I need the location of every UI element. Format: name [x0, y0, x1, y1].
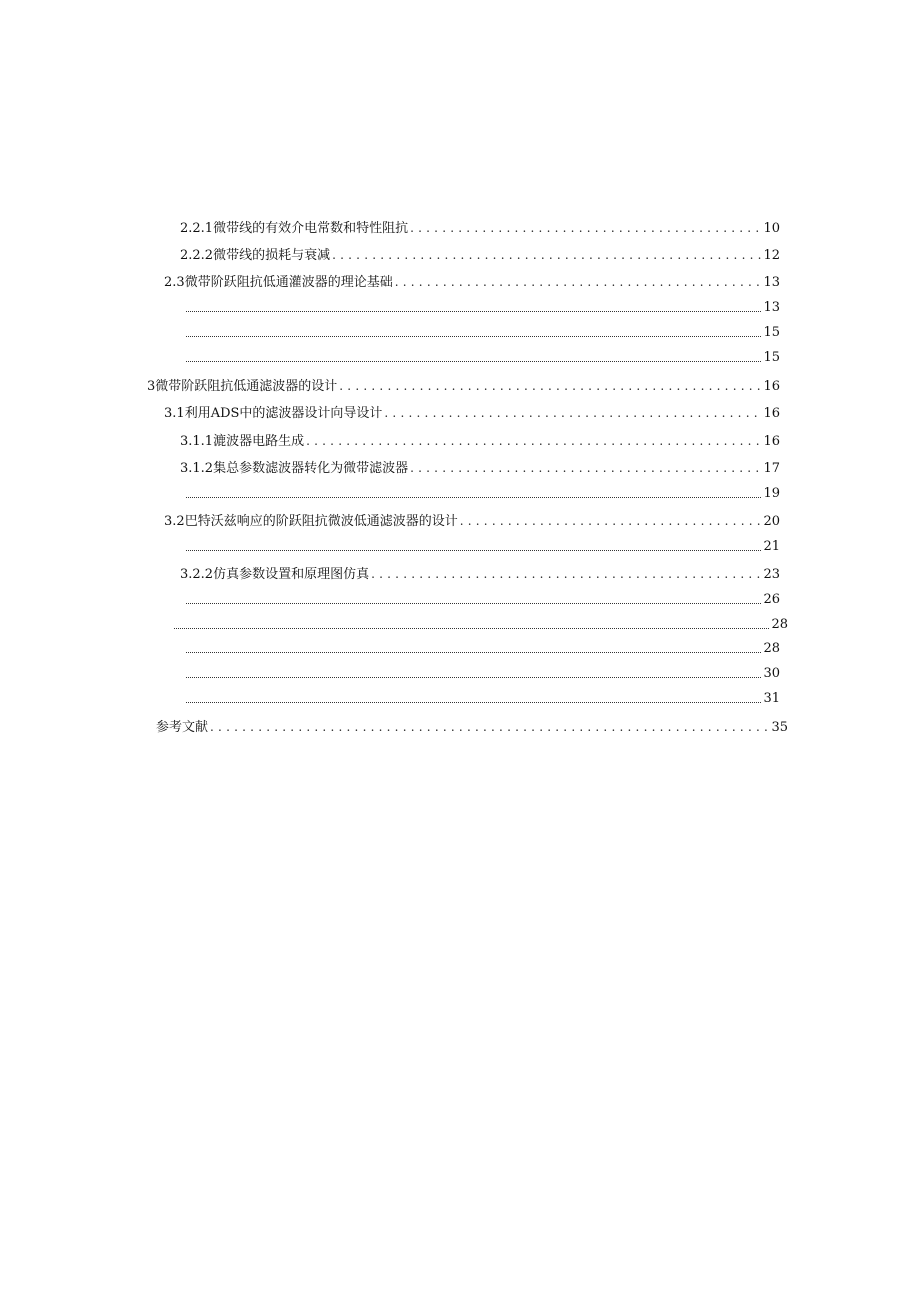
toc-leader-dots — [332, 245, 761, 265]
toc-entry-title: 参考文献 — [156, 720, 209, 735]
toc-leader-dots — [410, 458, 761, 478]
toc-entry[interactable] — [184, 323, 780, 343]
toc-entry[interactable] — [184, 484, 780, 504]
toc-entry-title: 3微带阶跃阻抗低通滤波器的设计 — [147, 379, 338, 394]
toc-entry-page: 26 — [763, 592, 780, 607]
toc-entry[interactable] — [184, 348, 780, 368]
toc-entry-page: 12 — [763, 248, 780, 263]
toc-entry[interactable] — [184, 298, 780, 318]
toc-entry-page: 15 — [763, 350, 780, 365]
toc-entry-page: 17 — [763, 461, 780, 476]
toc-entry[interactable] — [184, 590, 780, 610]
toc-leader-dots — [186, 496, 761, 498]
toc-entry[interactable] — [184, 537, 780, 557]
toc-entry-page: 13 — [763, 275, 780, 290]
toc-entry-page: 19 — [763, 486, 780, 501]
toc-leader-dots — [210, 717, 769, 737]
toc-entry-page: 16 — [763, 379, 780, 394]
toc-entry-page: 35 — [771, 720, 788, 735]
toc-entry[interactable] — [180, 564, 780, 584]
toc-entry-page: 31 — [763, 691, 780, 706]
toc-entry[interactable] — [147, 376, 780, 396]
toc-entry-title: 微带线的损耗与衰减 — [213, 248, 331, 263]
toc-entry-page: 21 — [763, 539, 780, 554]
toc-leader-dots — [186, 676, 761, 678]
toc-leader-dots — [371, 564, 761, 584]
toc-entry[interactable] — [164, 511, 780, 531]
toc-entry-title: 集总参数滤波器转化为微带滤波器 — [213, 461, 409, 476]
toc-entry-page: 16 — [763, 434, 780, 449]
toc-entry[interactable] — [180, 458, 780, 478]
toc-entry-title: 微带阶跃阻抗低通灌波器的理论基础 — [184, 275, 393, 290]
toc-entry-number: 3.2 — [164, 514, 185, 529]
toc-entry-page: 16 — [763, 406, 780, 421]
toc-leader-dots — [460, 511, 762, 531]
toc-entry[interactable] — [184, 689, 780, 709]
toc-entry[interactable] — [184, 639, 780, 659]
toc-leader-dots — [186, 335, 761, 337]
toc-entry[interactable] — [156, 717, 788, 737]
toc-entry-number: 2.2.2 — [180, 248, 214, 263]
toc-entry-page: 15 — [763, 325, 780, 340]
toc-entry-title: 漉波器电路生成 — [213, 434, 305, 449]
toc-entry[interactable] — [184, 664, 780, 684]
toc-entry[interactable] — [180, 431, 780, 451]
toc-leader-dots — [186, 310, 761, 312]
toc-entry-page: 20 — [763, 514, 780, 529]
toc-leader-dots — [384, 403, 761, 423]
toc-entry[interactable] — [164, 403, 780, 423]
toc-entry-number: 3.1 — [164, 406, 185, 421]
toc-leader-dots — [174, 627, 769, 629]
toc-leader-dots — [306, 431, 761, 451]
toc-leader-dots — [186, 602, 761, 604]
toc-entry-page: 28 — [771, 617, 788, 632]
toc-entry-page: 10 — [763, 221, 780, 236]
toc-leader-dots — [186, 701, 761, 703]
toc-entry[interactable] — [164, 272, 780, 292]
toc-entry[interactable] — [172, 615, 788, 635]
toc-leader-dots — [395, 272, 762, 292]
toc-entry-number: 2.3 — [164, 275, 185, 290]
toc-leader-dots — [186, 549, 761, 551]
toc-entry-page: 28 — [763, 641, 780, 656]
toc-leader-dots — [339, 376, 761, 396]
toc-entry[interactable] — [180, 218, 780, 238]
toc-entry-page: 13 — [763, 300, 780, 315]
toc-leader-dots — [186, 651, 761, 653]
toc-entry-title: 3.2.2仿真参数设置和原理图仿真 — [180, 567, 370, 582]
toc-entry-page: 23 — [763, 567, 780, 582]
toc-leader-dots — [410, 218, 761, 238]
toc-entry-title: 微带线的有效介电常数和特性阻抗 — [213, 221, 409, 236]
toc-leader-dots — [186, 360, 761, 362]
toc-entry-page: 30 — [763, 666, 780, 681]
toc-entry-number: 3.1.1 — [180, 434, 214, 449]
toc-entry-number: 3.1.2 — [180, 461, 214, 476]
toc-entry-number: 2.2.1 — [180, 221, 214, 236]
toc-entry-title: 利用ADS中的滤波器设计向导设计 — [184, 406, 383, 421]
toc-entry[interactable] — [180, 245, 780, 265]
toc-entry-title: 巴特沃兹响应的阶跃阻抗微波低通滤波器的设计 — [184, 514, 458, 529]
